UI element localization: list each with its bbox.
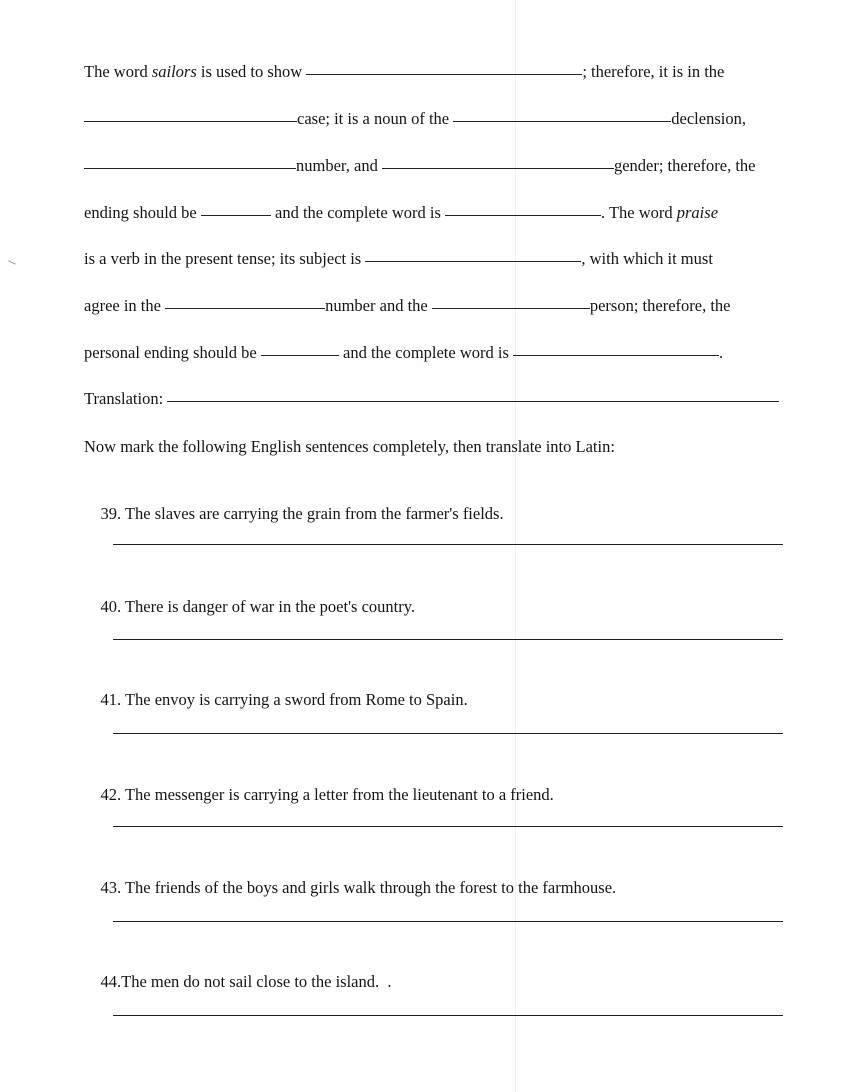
analysis-line-3 bbox=[84, 156, 792, 176]
sentence-number: 44. bbox=[100, 972, 122, 991]
blank-personal-ending[interactable] bbox=[261, 354, 339, 356]
answer-line-39[interactable] bbox=[113, 544, 783, 545]
scan-speck bbox=[8, 260, 16, 264]
text: case; it is a noun of the bbox=[297, 109, 454, 128]
text: , with which it must bbox=[581, 249, 713, 268]
sentence-number: 39. bbox=[100, 504, 122, 523]
analysis-line-6 bbox=[84, 296, 792, 316]
text: is a verb in the present tense; its subject is bbox=[84, 249, 366, 268]
sentence-40 bbox=[84, 577, 415, 637]
blank-number[interactable] bbox=[84, 167, 296, 169]
sentence-number: 42. bbox=[100, 785, 122, 804]
blank-complete-word[interactable] bbox=[445, 214, 601, 216]
blank-ending[interactable] bbox=[201, 214, 271, 216]
text: number, and bbox=[296, 156, 382, 175]
analysis-line-2 bbox=[84, 109, 792, 129]
italic-word-sailors: sailors bbox=[151, 62, 197, 81]
text: and the complete word is bbox=[338, 343, 514, 362]
sentence-41 bbox=[84, 670, 468, 730]
text: declension, bbox=[671, 109, 746, 128]
text: . The word bbox=[601, 203, 677, 222]
blank-subject[interactable] bbox=[365, 260, 581, 262]
answer-line-40[interactable] bbox=[113, 639, 783, 640]
answer-line-44[interactable] bbox=[113, 1015, 783, 1016]
analysis-line-1 bbox=[84, 62, 792, 82]
sentence-text: The friends of the boys and girls walk through the forest to the farmhouse. bbox=[124, 878, 617, 897]
blank-verb-number[interactable] bbox=[165, 307, 325, 309]
text: ending should be bbox=[84, 203, 201, 222]
text: and the complete word is bbox=[270, 203, 445, 222]
blank-person[interactable] bbox=[432, 307, 590, 309]
text: gender; therefore, the bbox=[613, 156, 756, 175]
answer-line-43[interactable] bbox=[113, 921, 783, 922]
blank-complete-verb[interactable] bbox=[513, 354, 719, 356]
sentence-text: The envoy is carrying a sword from Rome to Spain. bbox=[124, 690, 468, 709]
blank-translation[interactable] bbox=[167, 400, 779, 402]
blank-gender[interactable] bbox=[382, 167, 614, 169]
text: personal ending should be bbox=[84, 343, 261, 362]
blank-case[interactable] bbox=[84, 120, 297, 122]
text: agree in the bbox=[84, 296, 166, 315]
analysis-line-4 bbox=[84, 203, 792, 223]
text: ; therefore, it is in the bbox=[582, 62, 725, 81]
translation-line bbox=[84, 389, 792, 409]
instructions: Now mark the following English sentences completely, then translate into Latin: bbox=[84, 437, 615, 456]
text: The word bbox=[84, 62, 152, 81]
sentence-43 bbox=[84, 858, 616, 918]
sentence-42 bbox=[84, 765, 554, 825]
sentence-number: 40. bbox=[100, 597, 122, 616]
answer-line-42[interactable] bbox=[113, 826, 783, 827]
text: person; therefore, the bbox=[589, 296, 731, 315]
sentence-44 bbox=[84, 952, 392, 1012]
sentence-text: There is danger of war in the poet's country. bbox=[124, 597, 416, 616]
sentence-text: The slaves are carrying the grain from the farmer's fields. bbox=[124, 504, 504, 523]
italic-word-praise: praise bbox=[676, 203, 719, 222]
sentence-text: The men do not sail close to the island. . bbox=[121, 972, 392, 991]
analysis-line-7 bbox=[84, 343, 792, 363]
sentence-39 bbox=[84, 484, 504, 544]
sentence-number: 43. bbox=[100, 878, 122, 897]
text: number and the bbox=[325, 296, 432, 315]
translation-label: Translation: bbox=[84, 389, 168, 408]
analysis-line-5 bbox=[84, 249, 792, 269]
blank-usage[interactable] bbox=[306, 73, 582, 75]
answer-line-41[interactable] bbox=[113, 733, 783, 734]
sentence-text: The messenger is carrying a letter from the lieutenant to a friend. bbox=[124, 785, 554, 804]
text: . bbox=[719, 343, 724, 362]
text: is used to show bbox=[196, 62, 307, 81]
sentence-number: 41. bbox=[100, 690, 122, 709]
blank-declension[interactable] bbox=[453, 120, 671, 122]
